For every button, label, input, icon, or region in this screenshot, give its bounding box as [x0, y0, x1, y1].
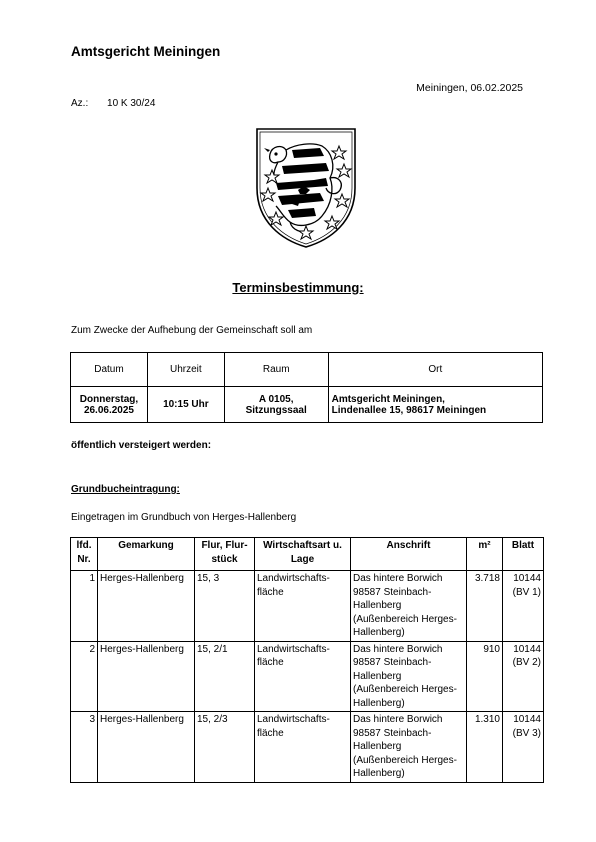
coat-of-arms-icon — [254, 126, 358, 250]
place-address: Lindenallee 15, 98617 Meiningen — [331, 404, 487, 416]
cell-anschrift: Das hintere Borwich 98587 Steinbach-Hallenberg (Außenbereich Herges-Hallenberg) — [351, 571, 467, 642]
parcels-header-row — [71, 538, 544, 571]
file-reference — [71, 98, 155, 109]
table-row — [71, 571, 544, 642]
parcels-table — [70, 537, 544, 783]
cell-nr: 1 — [71, 571, 98, 642]
table-row — [71, 641, 544, 712]
cell-wirtschaftsart: Landwirtschafts-fläche — [255, 571, 351, 642]
table-row — [71, 712, 544, 783]
cell-flur: 15, 2/3 — [195, 712, 255, 783]
land-register-intro: Eingetragen im Grundbuch von Herges-Hallenberg — [71, 512, 297, 523]
appointment-place — [328, 387, 542, 423]
date-weekday: Donnerstag, — [79, 393, 139, 405]
appointment-room — [224, 387, 328, 423]
cell-wirtschaftsart: Landwirtschafts-fläche — [255, 712, 351, 783]
appointment-table — [70, 352, 543, 423]
cell-anschrift: Das hintere Borwich 98587 Steinbach-Hallenberg (Außenbereich Herges-Hallenberg) — [351, 641, 467, 712]
header-wirtschaftsart: Wirtschaftsart u. Lage — [255, 538, 351, 571]
appointment-value-row — [71, 387, 543, 423]
cell-gemarkung: Herges-Hallenberg — [98, 712, 195, 783]
header-blatt: Blatt — [503, 538, 544, 571]
document-title: Terminsbestimmung: — [232, 280, 364, 295]
cell-flur: 15, 2/1 — [195, 641, 255, 712]
room-name: Sitzungssaal — [245, 404, 307, 416]
appointment-time: 10:15 Uhr — [147, 387, 224, 423]
cell-m2: 1.310 — [467, 712, 503, 783]
header-raum: Raum — [224, 353, 328, 387]
header-ort: Ort — [328, 353, 542, 387]
place-date: Meiningen, 06.02.2025 — [416, 82, 523, 94]
appointment-date — [71, 387, 148, 423]
cell-nr: 3 — [71, 712, 98, 783]
appointment-header-row — [71, 353, 543, 387]
header-lfd-nr: lfd. Nr. — [71, 538, 98, 571]
date-value: 26.06.2025 — [83, 404, 134, 416]
cell-gemarkung: Herges-Hallenberg — [98, 571, 195, 642]
header-gemarkung: Gemarkung — [98, 538, 195, 571]
header-anschrift: Anschrift — [351, 538, 467, 571]
court-name: Amtsgericht Meiningen — [71, 44, 221, 59]
header-datum: Datum — [71, 353, 148, 387]
cell-flur: 15, 3 — [195, 571, 255, 642]
cell-gemarkung: Herges-Hallenberg — [98, 641, 195, 712]
cell-nr: 2 — [71, 641, 98, 712]
cell-m2: 910 — [467, 641, 503, 712]
room-number: A 0105, — [258, 393, 294, 405]
file-reference-label: Az.: — [71, 98, 89, 109]
cell-wirtschaftsart: Landwirtschafts-fläche — [255, 641, 351, 712]
cell-m2: 3.718 — [467, 571, 503, 642]
cell-blatt: 10144 (BV 3) — [503, 712, 544, 783]
header-m2: m² — [467, 538, 503, 571]
header-uhrzeit: Uhrzeit — [147, 353, 224, 387]
place-name: Amtsgericht Meiningen, — [331, 393, 445, 405]
cell-blatt: 10144 (BV 2) — [503, 641, 544, 712]
file-reference-value: 10 K 30/24 — [107, 98, 156, 109]
auction-statement: öffentlich versteigert werden: — [71, 440, 212, 451]
land-register-heading: Grundbucheintragung: — [71, 484, 180, 495]
intro-text: Zum Zwecke der Aufhebung der Gemeinschaft soll am — [71, 325, 313, 336]
cell-anschrift: Das hintere Borwich 98587 Steinbach-Hallenberg (Außenbereich Herges-Hallenberg) — [351, 712, 467, 783]
header-flur: Flur, Flur-stück — [195, 538, 255, 571]
cell-blatt: 10144 (BV 1) — [503, 571, 544, 642]
